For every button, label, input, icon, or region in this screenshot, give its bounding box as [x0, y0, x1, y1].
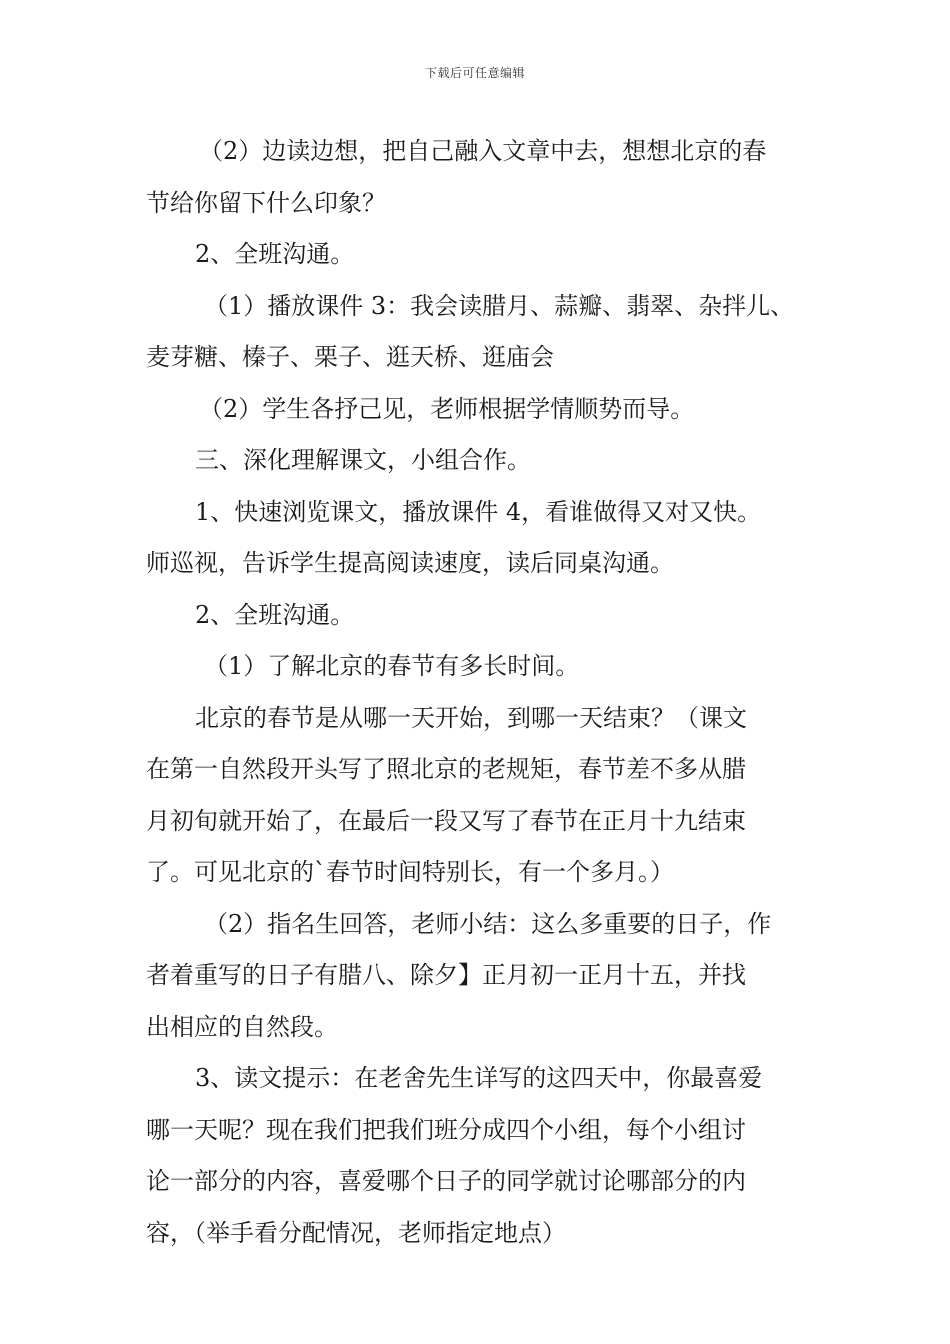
paragraph-line: 哪一天呢？现在我们把我们班分成四个小组，每个小组讨 [146, 1115, 746, 1144]
paragraph-line: 麦芽糖、榛子、栗子、逛天桥、逛庙会 [146, 343, 554, 371]
paragraph-line: 3、读文提示：在老舍先生详写的这四天中，你最喜爱 [195, 1064, 763, 1092]
paragraph-line: 容，（举手看分配情况，老师指定地点） [146, 1218, 566, 1247]
paragraph-line: 1、快速浏览课文，播放课件 4，看谁做得又对又快。 [195, 497, 762, 526]
paragraph-line: 月初旬就开始了，在最后一段又写了春节在正月十九结束 [146, 806, 746, 835]
paragraph-line: （2）学生各抒己见，老师根据学情顺势而导。 [199, 394, 695, 423]
paragraph-line: （2）指名生回答，老师小结：这么多重要的日子，作 [204, 909, 772, 938]
paragraph-line: 2、全班沟通。 [195, 600, 355, 629]
paragraph-line: （2）边读边想，把自己融入文章中去，想想北京的春 [199, 137, 767, 165]
paragraph-line: 师巡视，告诉学生提高阅读速度，读后同桌沟通。 [146, 549, 674, 577]
paragraph-line: 北京的春节是从哪一天开始，到哪一天结束？（课文 [195, 703, 747, 732]
paragraph-line: 三、深化理解课文，小组合作。 [195, 446, 531, 474]
paragraph-line: （1）了解北京的春节有多长时间。 [204, 652, 580, 680]
paragraph-line: 在第一自然段开头写了照北京的老规矩，春节差不多从腊 [146, 755, 746, 783]
paragraph-line: 节给你留下什么印象？ [146, 188, 386, 217]
document-body [146, 126, 826, 1259]
page-header: 下载后可任意编辑 [424, 66, 525, 80]
paragraph-line: （1）播放课件 3：我会读腊月、蒜瓣、翡翠、杂拌儿、 [204, 291, 795, 320]
paragraph-line: 了。可见北京的`春节时间特别长，有一个多月。） [146, 858, 674, 886]
paragraph-line: 论一部分的内容，喜爱哪个日子的同学就讨论哪部分的内 [146, 1167, 746, 1195]
paragraph-line: 出相应的自然段。 [146, 1012, 338, 1041]
paragraph-line: 者着重写的日子有腊八、除夕】正月初一正月十五，并找 [146, 961, 746, 989]
paragraph-line: 2、全班沟通。 [195, 240, 355, 268]
